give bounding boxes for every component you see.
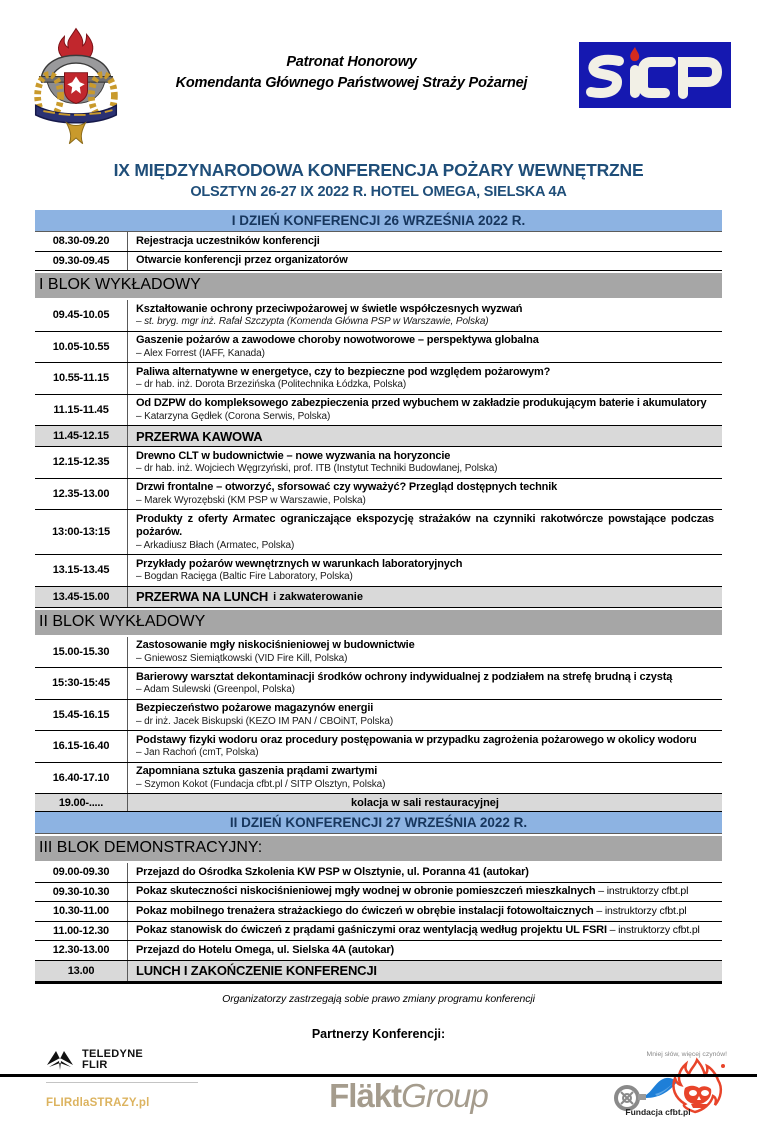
schedule-table <box>35 210 722 984</box>
time-cell: 13.00 <box>35 961 128 981</box>
psp-crest-icon <box>28 26 124 152</box>
session-content <box>128 902 722 921</box>
session-content <box>128 863 722 882</box>
break-row <box>35 426 722 447</box>
teledyne-flir-icon <box>46 1049 76 1071</box>
session-title: Od DZPW do kompleksowego zabezpieczenia przed wybuchem w zakładzie produkującym baterie i akumulatory <box>136 397 707 409</box>
session-row <box>35 700 722 732</box>
session-row <box>35 510 722 555</box>
session-content <box>128 668 722 699</box>
session-title: Pokaz skuteczności niskociśnieniowej mgły wodnej w obronie pomieszczeń mieszkalnych – instruktorzy cfbt.pl <box>136 885 689 897</box>
break-row <box>35 587 722 608</box>
session-speaker: – Katarzyna Gędłek (Corona Serwis, Polska) <box>136 410 331 422</box>
session-title: Rejestracja uczestników konferencji <box>136 234 320 247</box>
time-cell: 10.05-10.55 <box>35 332 128 363</box>
break-content <box>128 961 722 981</box>
patronage-line2: Komendanta Głównego Państwowej Straży Pożarnej <box>175 75 528 92</box>
session-row <box>35 252 722 272</box>
session-title: Gaszenie pożarów a zawodowe choroby nowotworowe – perspektywa globalna <box>136 334 539 346</box>
session-row <box>35 332 722 364</box>
page-header <box>0 0 757 152</box>
patronage-line1: Patronat Honorowy <box>286 54 417 70</box>
teledyne-divider <box>46 1082 198 1083</box>
day-header-row: II DZIEŃ KONFERENCJI 27 WRZEŚNIA 2022 R. <box>35 812 722 834</box>
session-speaker: – Szymon Kokot (Fundacja cfbt.pl / SITP Olsztyn, Polska) <box>136 778 386 790</box>
conference-subtitle: OLSZTYN 26-27 IX 2022 R. HOTEL OMEGA, SIELSKA 4A <box>190 184 567 200</box>
break-content <box>128 587 722 607</box>
session-content <box>128 700 722 731</box>
time-cell: 16.15-16.40 <box>35 731 128 762</box>
session-speaker: – Bogdan Racięga (Baltic Fire Laboratory, Polska) <box>136 571 353 582</box>
session-content <box>128 232 722 251</box>
session-content <box>128 252 722 271</box>
time-cell: 11.15-11.45 <box>35 395 128 426</box>
block-header-label: III BLOK DEMONSTRACYJNY: <box>39 839 263 856</box>
session-content <box>128 395 722 426</box>
flakt-light-text: Group <box>401 1076 488 1114</box>
time-cell: 16.40-17.10 <box>35 763 128 794</box>
session-content <box>128 883 722 902</box>
session-title: Podstawy fizyki wodoru oraz procedury postępowania w przypadku zagrożenia pożarowego w okolicy wodoru <box>136 733 697 746</box>
partner-logos-row <box>46 1049 729 1117</box>
program-change-note: Organizatorzy zastrzegają sobie prawo zmiany programu konferencji <box>222 992 535 1005</box>
session-title: Przejazd do Hotelu Omega, ul. Sielska 4A (autokar) <box>136 943 394 956</box>
session-speaker: – Marek Wyrozębski (KM PSP w Warszawie, Polska) <box>136 494 366 506</box>
dinner-label: kolacja w sali restauracyjnej <box>351 796 499 809</box>
time-cell: 19.00-..... <box>35 794 128 811</box>
break-label: PRZERWA KAWOWA <box>136 428 263 444</box>
session-row <box>35 863 722 883</box>
session-speaker: – dr hab. inż. Dorota Brzezińska (Politechnika Łódzka, Polska) <box>136 379 407 390</box>
session-row <box>35 902 722 922</box>
break-label: LUNCH I ZAKOŃCZENIE KONFERENCJI <box>136 963 377 978</box>
session-speaker: – Gniewosz Siemiątkowski (VID Fire Kill, Polska) <box>136 652 348 664</box>
flirdlastrazy-link: FLIRdlaSTRAZY.pl <box>46 1096 150 1109</box>
session-row <box>35 363 722 395</box>
session-row <box>35 232 722 252</box>
session-title: Przykłady pożarów wewnętrznych w warunkach laboratoryjnych <box>136 557 463 570</box>
time-cell: 09.30-10.30 <box>35 883 128 902</box>
session-title: Pokaz mobilnego trenażera strażackiego do ćwiczeń w obrębie instalacji fotowoltaicznych – instruktorzy cfbt.pl <box>136 904 687 917</box>
time-cell: 10.30-11.00 <box>35 902 128 921</box>
time-cell: 13.15-13.45 <box>35 555 128 586</box>
block-header-label: II BLOK WYKŁADOWY <box>39 612 206 630</box>
dinner-row <box>35 794 722 812</box>
session-content <box>128 510 722 554</box>
block-header-row <box>35 610 722 635</box>
session-title: Paliwa alternatywne w energetyce, czy to bezpieczne pod względem pożarowym? <box>136 365 551 378</box>
session-content <box>128 731 722 762</box>
session-speaker: – st. bryg. mgr inż. Rafał Szczypta (Komenda Główna PSP w Warszawie, Polska) <box>136 316 489 327</box>
break-label: PRZERWA NA LUNCH <box>136 589 269 604</box>
sitp-logo <box>579 42 731 108</box>
session-row <box>35 555 722 587</box>
time-cell: 11.00-12.30 <box>35 922 128 941</box>
day-header-row: I DZIEŃ KONFERENCJI 26 WRZEŚNIA 2022 R. <box>35 210 722 232</box>
session-title: Bezpieczeństwo pożarowe magazynów energii <box>136 702 374 714</box>
block-header-row <box>35 836 722 861</box>
session-row <box>35 637 722 669</box>
session-row <box>35 941 722 961</box>
time-cell: 12.15-12.35 <box>35 447 128 478</box>
session-title: Produkty z oferty Armatec ograniczające ekspozycję strażaków na czynniki rakotwórcze powstające podczas pożarów. <box>136 512 714 538</box>
session-content <box>128 300 722 331</box>
break-suffix: i zakwaterowanie <box>273 590 363 603</box>
cfbt-foundation-logo <box>601 1049 729 1117</box>
session-speaker: – Jan Rachoń (cmT, Polska) <box>136 747 259 758</box>
partners-title: Partnerzy Konferencji: <box>311 1026 446 1041</box>
session-speaker: – dr inż. Jacek Biskupski (KEZO IM PAN / CBOiNT, Polska) <box>136 715 394 727</box>
session-row <box>35 731 722 763</box>
session-row <box>35 479 722 511</box>
session-title: Zastosowanie mgły niskociśnieniowej w budownictwie <box>136 639 415 651</box>
session-content <box>128 941 722 960</box>
session-content <box>128 922 722 941</box>
conference-title: IX MIĘDZYNARODOWA KONFERENCJA POŻARY WEWNĘTRZNE <box>113 160 644 180</box>
teledyne-flir-logo <box>46 1049 216 1109</box>
session-title: Barierowy warsztat dekontaminacji środków ochrony indywidualnej z podziałem na strefę brudną i czystą <box>136 670 673 683</box>
time-cell: 15.00-15.30 <box>35 637 128 668</box>
patronage-text <box>124 52 579 94</box>
time-cell: 11.45-12.15 <box>35 426 128 446</box>
time-cell: 12.30-13.00 <box>35 941 128 960</box>
session-row <box>35 763 722 795</box>
session-row <box>35 395 722 427</box>
session-row <box>35 668 722 700</box>
flaktgroup-logo <box>216 1077 601 1115</box>
session-title: Kształtowanie ochrony przeciwpożarowej w świetle współczesnych wyzwań <box>136 302 523 315</box>
teledyne-line1: TELEDYNE <box>82 1047 144 1060</box>
flakt-bold-text: Fläkt <box>329 1076 402 1114</box>
time-cell: 15:30-15:45 <box>35 668 128 699</box>
time-cell: 13:00-13:15 <box>35 510 128 554</box>
session-title: Otwarcie konferencji przez organizatorów <box>136 254 348 266</box>
session-speaker: – dr hab. inż. Wojciech Węgrzyński, prof. ITB (Instytut Techniki Budowlanej, Polska) <box>136 463 498 474</box>
session-title: Drewno CLT w budownictwie – nowe wyzwania na horyzoncie <box>136 449 451 462</box>
session-content <box>128 763 722 794</box>
session-content <box>128 447 722 478</box>
session-title: Zapomniana sztuka gaszenia prądami zwartymi <box>136 765 378 777</box>
session-content <box>128 479 722 510</box>
time-cell: 09.30-09.45 <box>35 252 128 271</box>
session-content <box>128 637 722 668</box>
session-row <box>35 883 722 903</box>
time-cell: 12.35-13.00 <box>35 479 128 510</box>
time-cell: 08.30-09.20 <box>35 232 128 251</box>
break-row <box>35 961 722 984</box>
session-speaker: – Alex Forrest (IAFF, Kanada) <box>136 347 265 359</box>
session-title: Przejazd do Ośrodka Szkolenia KW PSP w Olsztynie, ul. Poranna 41 (autokar) <box>136 865 529 878</box>
session-content <box>128 332 722 363</box>
time-cell: 10.55-11.15 <box>35 363 128 394</box>
session-title: Drzwi frontalne – otworzyć, sforsować czy wyważyć? Przegląd dostępnych technik <box>136 481 558 493</box>
time-cell: 13.45-15.00 <box>35 587 128 607</box>
session-row <box>35 922 722 942</box>
page-bottom-rule <box>0 1074 757 1077</box>
session-title-suffix: – instruktorzy cfbt.pl <box>593 904 687 917</box>
cfbt-caption: Fundacja cfbt.pl <box>625 1106 691 1117</box>
session-content <box>128 555 722 586</box>
session-content <box>128 363 722 394</box>
time-cell: 09.00-09.30 <box>35 863 128 882</box>
session-speaker: – Arkadiusz Błach (Armatec, Polska) <box>136 539 295 551</box>
session-row <box>35 300 722 332</box>
teledyne-line2: FLIR <box>82 1058 108 1071</box>
block-header-row <box>35 273 722 298</box>
time-cell: 09.45-10.05 <box>35 300 128 331</box>
break-content <box>128 426 722 446</box>
time-cell: 15.45-16.15 <box>35 700 128 731</box>
cfbt-slogan: Mniej słów, więcej czynów! <box>646 1050 727 1058</box>
block-header-label: I BLOK WYKŁADOWY <box>39 276 201 293</box>
session-title-suffix: – instruktorzy cfbt.pl <box>595 885 689 897</box>
session-row <box>35 447 722 479</box>
session-speaker: – Adam Sulewski (Greenpol, Polska) <box>136 684 295 695</box>
session-title: Pokaz stanowisk do ćwiczeń z prądami gaśniczymi oraz wentylacją według projektu UL FSRI – instruktorzy cfbt.pl <box>136 924 700 936</box>
session-title-suffix: – instruktorzy cfbt.pl <box>606 924 700 936</box>
